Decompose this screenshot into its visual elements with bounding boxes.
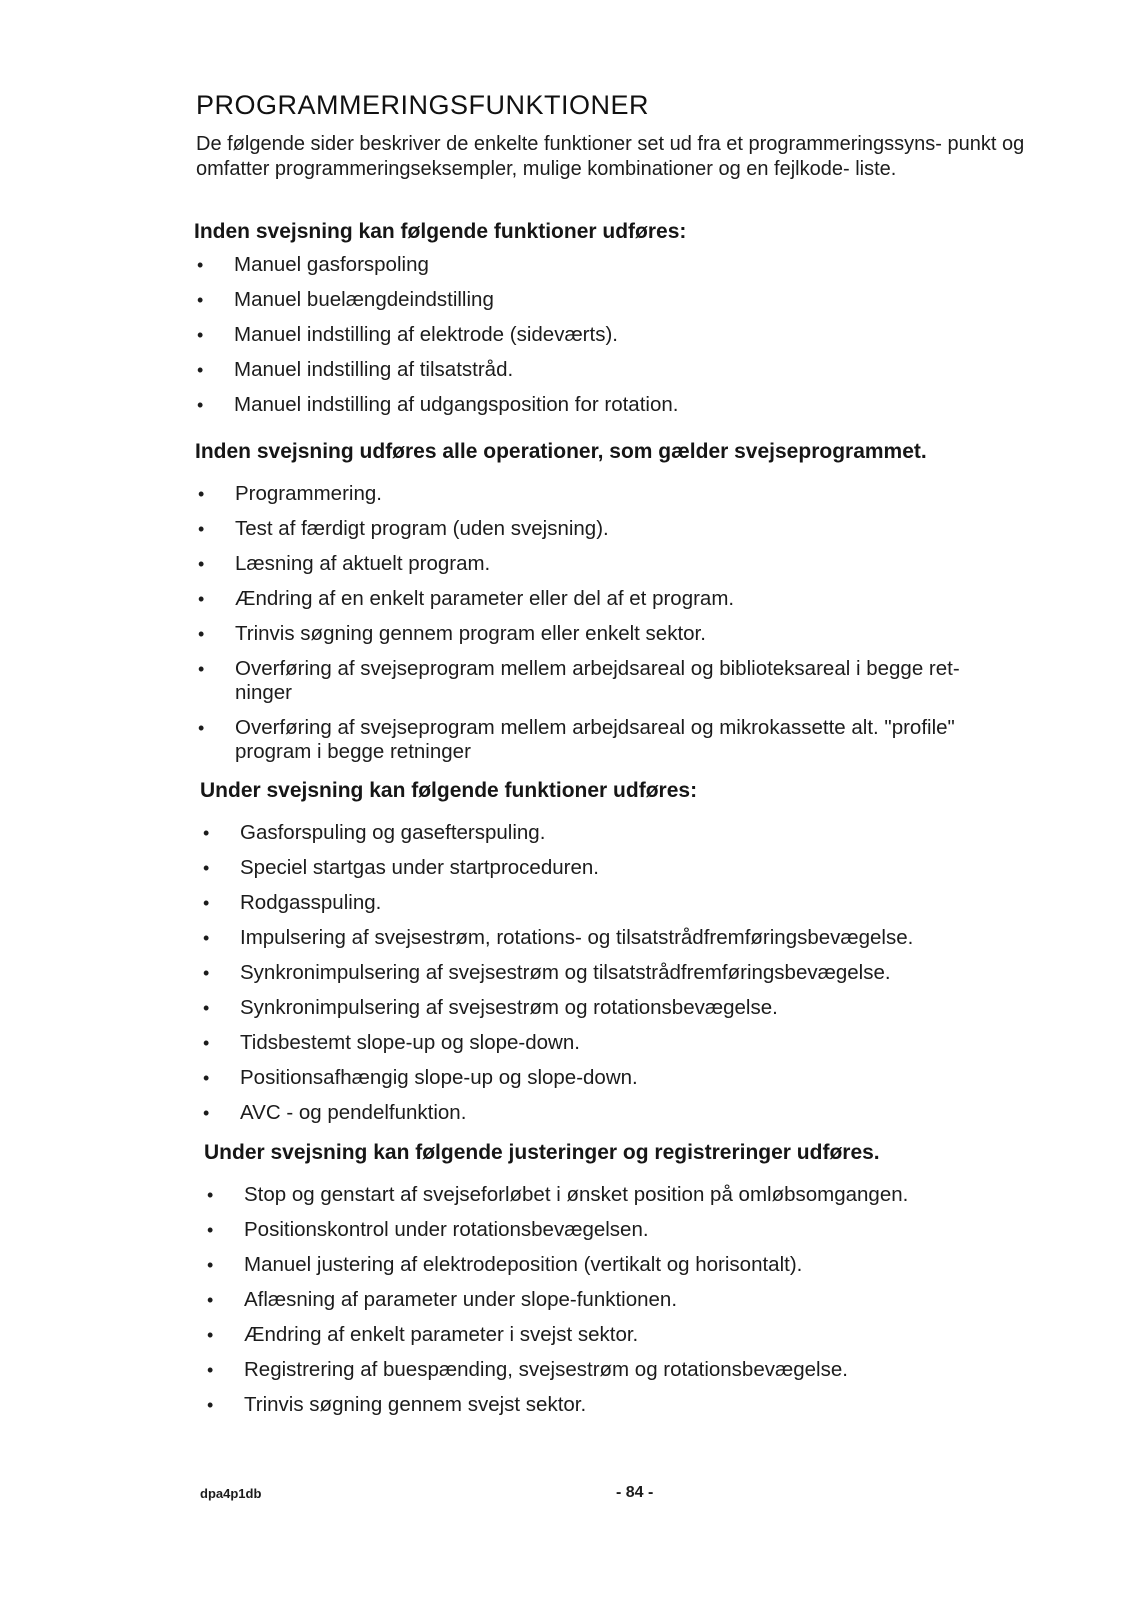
list-item: • Test af færdigt program (uden svejsning). — [195, 517, 1025, 541]
list-item: • Manuel justering af elektrodeposition (vertikalt og horisontalt). — [204, 1253, 1074, 1277]
list-item: • Positionskontrol under rotationsbevægelsen. — [204, 1218, 1074, 1242]
section-during-welding-adjustments — [204, 1140, 1074, 1417]
list-item: • Stop og genstart af svejseforløbet i ønsket position på omløbsomgangen. — [204, 1183, 1074, 1207]
list-item: • AVC - og pendelfunktion. — [200, 1101, 1070, 1125]
bullet-list — [194, 253, 1064, 417]
list-item: • Rodgasspuling. — [200, 891, 1070, 915]
list-item: • Trinvis søgning gennem program eller enkelt sektor. — [195, 622, 1025, 646]
page-title: PROGRAMMERINGSFUNKTIONER — [196, 90, 650, 120]
list-item: • Programmering. — [195, 482, 1025, 506]
section-heading: Under svejsning kan følgende justeringer og registreringer udføres. — [204, 1141, 880, 1164]
list-item: • Tidsbestemt slope-up og slope-down. — [200, 1031, 1070, 1055]
list-item: • Ændring af en enkelt parameter eller del af et program. — [195, 587, 1025, 611]
list-item: • Synkronimpulsering af svejsestrøm og rotationsbevægelse. — [200, 996, 1070, 1020]
list-item: • Registrering af buespænding, svejsestrøm og rotationsbevægelse. — [204, 1358, 1074, 1382]
list-item: • Manuel indstilling af elektrode (sideværts). — [194, 323, 1064, 347]
list-item: • Læsning af aktuelt program. — [195, 552, 1025, 576]
section-heading: Inden svejsning udføres alle operationer, som gælder svejseprogrammet. — [195, 440, 927, 463]
footer-page-number: - 84 - — [616, 1484, 654, 1501]
list-item: • Manuel buelængdeindstilling — [194, 288, 1064, 312]
list-item: • Trinvis søgning gennem svejst sektor. — [204, 1393, 1074, 1417]
section-heading: Under svejsning kan følgende funktioner udføres: — [200, 779, 698, 802]
section-heading: Inden svejsning kan følgende funktioner udføres: — [194, 220, 687, 243]
list-item: • Synkronimpulsering af svejsestrøm og tilsatstrådfremføringsbevægelse. — [200, 961, 1070, 985]
list-item: • Manuel indstilling af tilsatstråd. — [194, 358, 1064, 382]
intro-paragraph: De følgende sider beskriver de enkelte funktioner set ud fra et programmeringssyns- punkt og omfatter programmeringseksempler, mulige kombinationer og en fejlkode- liste. — [196, 133, 1025, 180]
section-before-welding — [194, 219, 1064, 417]
list-item: • Positionsafhængig slope-up og slope-down. — [200, 1066, 1070, 1090]
section-program-operations — [195, 439, 1065, 764]
list-item: • Aflæsning af parameter under slope-funktionen. — [204, 1288, 1074, 1312]
list-item: • Impulsering af svejsestrøm, rotations- og tilsatstrådfremføringsbevægelse. — [200, 926, 1070, 950]
footer-doc-id: dpa4p1db — [200, 1486, 262, 1501]
section-during-welding-functions — [200, 778, 1070, 1125]
bullet-list — [204, 1183, 1074, 1417]
list-item: • Overføring af svejseprogram mellem arbejdsareal og mikrokassette alt. "profile" program i begge retninger — [195, 716, 1025, 764]
list-item: • Ændring af enkelt parameter i svejst sektor. — [204, 1323, 1074, 1347]
bullet-list — [195, 482, 1025, 764]
list-item: • Overføring af svejseprogram mellem arbejdsareal og biblioteksareal i begge ret- ninger — [195, 657, 1015, 705]
list-item: • Gasforspuling og gasefterspuling. — [200, 821, 1070, 845]
bullet-list — [200, 821, 1070, 1125]
list-item: • Manuel gasforspoling — [194, 253, 1064, 277]
list-item: • Manuel indstilling af udgangsposition for rotation. — [194, 393, 1064, 417]
list-item: • Speciel startgas under startproceduren. — [200, 856, 1070, 880]
